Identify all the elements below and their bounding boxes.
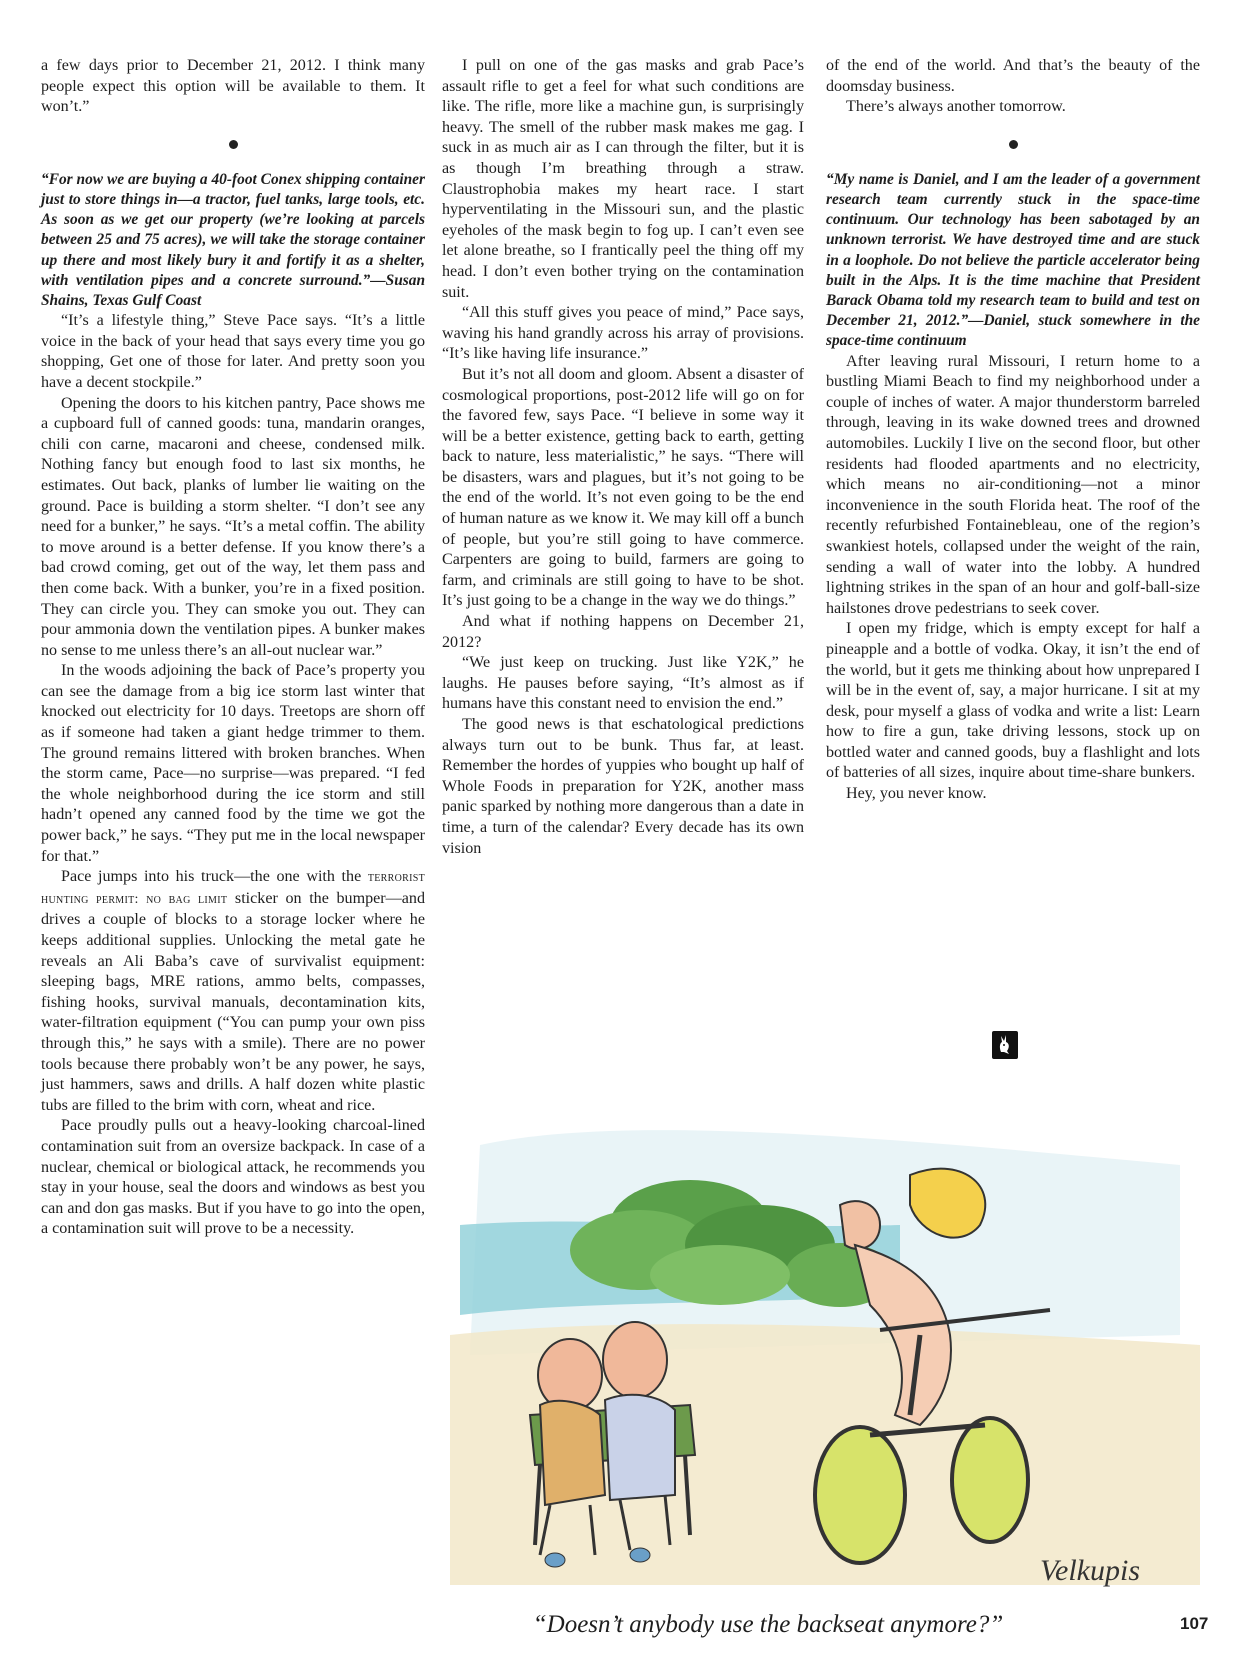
reader-quote: “My name is Daniel, and I am the leader of a government research team currently stuck in the space-time continuum. Our technology has been sabotaged by an unknown terrorist. We have destroyed time and are stuck in a loophole. Do not believe the particle accelerator being built in the Alps. It is the time machine that President Barack Obama told my research team to build and test on December 21, 2012.”—Daniel, stuck somewhere in the space-time continuum [826,170,1200,350]
article-column-3 [826,56,1200,805]
cartoon-illustration [440,1075,1210,1600]
section-bullet-icon [229,140,238,149]
paragraph-text: sticker on the bumper—and drives a couple of blocks to a storage locker where he keeps additional supplies. Unlocking the metal gate he reveals an Ali Baba’s cave of survivalist equipment: sleeping bags, MRE rations, ammo belts, compasses, fishing hooks, survival manuals, decontamination kits, water-filtration equipment (“You can pump your own piss through this,” he says with a smile). There are no power tools because there probably won’t be any power, he says, just hammers, saws and drills. A half dozen white plastic tubs are filled to the brim with corn, wheat and rice. [41,889,425,1114]
paragraph: “We just keep on trucking. Just like Y2K,” he laughs. He pauses before saying, “It’s almost as if humans have this constant need to envision the end.” [442,654,804,713]
paragraph-continued: of the end of the world. And that’s the beauty of the doomsday business. [826,57,1200,95]
end-mark [992,1031,1018,1064]
article-column-1 [41,56,425,1240]
paragraph: The good news is that eschatological predictions always turn out to be bunk. Thus far, at least. Remember the hordes of yuppies who bought up half of Whole Foods in preparation for Y2K, another mass panic sparked by nothing more dangerous than a date in time, a turn of the calendar? Every decade has its own vision [442,716,804,857]
bumper-sticker-text: terrorist hunting permit: no bag limit [41,870,425,907]
paragraph: After leaving rural Missouri, I return home to a bustling Miami Beach to find my neighborhood under a couple of inches of water. A major thunderstorm barreled through, leaving in its wake downed trees and drowned automobiles. Luckily I live on the second floor, but other residents had flooded apartments and no electricity, which means no air-conditioning—not a minor inconvenience in the south Florida heat. The roof of the recently refurbished Fontainebleau, one of the region’s swankiest hotels, collapsed under the weight of the rain, sending a wall of water into the lobby. A hundred lightning strikes in the span of an hour and golf-ball-size hailstones drove pedestrians to seek cover. [826,352,1200,617]
reader-quote: “For now we are buying a 40-foot Conex shipping container just to store things in—a tractor, fuel tanks, large tools, etc. As soon as we get our property (we’re looking at parcels between 25 and 75 acres), we will take the storage container up there and most likely bury it and fortify it as a shelter, with ventilation pipes and a concrete surround.”—Susan Shains, Texas Gulf Coast [41,170,425,309]
paragraph: “It’s a lifestyle thing,” Steve Pace says. “It’s a little voice in the back of your head that says every time you go shopping, Get one of those for later. And pretty soon you have a decent stockpile.” [41,312,425,391]
paragraph: There’s always another tomorrow. [846,98,1066,116]
paragraph: But it’s not all doom and gloom. Absent a disaster of cosmological proportions, post-2012 life will go on for the favored few, says Pace. “I believe in some way it will be a better existence, getting back to earth, getting back to nature, less materialistic,” he says. “There will be disasters, wars and plagues, but it’s not going to be the end of the world. It’s not even going to be the end of human nature as we know it. We may kill off a bunch of people, but you’re still going to have commerce. Carpenters are going to build, farmers are going to farm, and criminals are still going to have to be shot. It’s just going to be a change in the way we do things.” [442,365,804,610]
article-column-2 [442,56,804,859]
page-number: 107 [1180,1614,1209,1633]
rabbit-head-icon [992,1031,1018,1059]
paragraph-text: Pace jumps into his truck—the one with the [61,868,368,886]
artist-signature: Velkupis [1040,1554,1140,1587]
paragraph: Opening the doors to his kitchen pantry, Pace shows me a cupboard full of canned goods: tuna, mandarin oranges, chili con carne, macaroni and cheese, condensed milk. Nothing fancy but enough food to last six months, he estimates. Out back, planks of lumber lie waiting on the ground. Pace is building a storm shelter. “I don’t see any need for a bunker,” he says. “It’s a metal coffin. The ability to move around is a better defense. If you know there’s a bad crowd coming, get out of the way, let them pass and then come back. With a bunker, you’re in a fixed position. They can circle you. They can smoke you out. They can pour ammonia down the ventilation pipes. A bunker makes no sense to me unless there’s an all-out nuclear war.” [41,394,425,659]
cartoon-caption: “Doesn’t anybody use the backseat anymore?” [532,1611,1004,1638]
paragraph: In the woods adjoining the back of Pace’s property you can see the damage from a big ice storm last winter that knocked out electricity for 10 days. Treetops are shorn off as if someone had taken a giant hedge trimmer to them. The ground remains littered with broken branches. When the storm came, Pace—no surprise—was prepared. “I fed the whole neighborhood during the ice storm and still hadn’t opened any canned food by the time we got the power back,” he says. “They put me in the local newspaper for that.” [41,662,425,865]
paragraph: I open my fridge, which is empty except for half a pineapple and a bottle of vodka. Okay, it isn’t the end of the world, but it gets me thinking about how unprepared I will be in the event of, say, a major hurricane. I sit at my desk, pour myself a glass of vodka and write a list: Learn how to fire a gun, take driving lessons, stock up on bottled water and canned goods, buy a flashlight and lots of batteries of all sizes, inquire about time-share bunkers. [826,620,1200,782]
paragraph: Pace proudly pulls out a heavy-looking charcoal-lined contamination suit from an oversize backpack. In case of a nuclear, chemical or biological attack, he recommends you stay in your house, seal the doors and windows as best you can and don gas masks. But if you have to go into the open, a contamination suit will prove to be a necessity. [41,1117,425,1238]
paragraph-continued: a few days prior to December 21, 2012. I think many people expect this option will be available to them. It won’t.” [41,57,425,116]
paragraph: And what if nothing happens on December 21, 2012? [442,613,804,651]
paragraph: Hey, you never know. [846,785,987,803]
section-bullet-icon [1009,140,1018,149]
paragraph: I pull on one of the gas masks and grab Pace’s assault rifle to get a feel for what such conditions are like. The rifle, more like a machine gun, is surprisingly heavy. The smell of the rubber mask makes me gag. I suck in as much air as I can through the filter, but it is as though I’m breathing through a straw. Claustrophobia makes my heart race. I start hyperventilating in the Missouri sun, and the plastic eyeholes of the mask begin to fog up. I can’t even see let alone breathe, so I frantically peel the thing off my head. I don’t even bother trying on the contamination suit. [442,57,804,301]
paragraph: “All this stuff gives you peace of mind,” Pace says, waving his hand grandly across his array of provisions. “It’s like having life insurance.” [442,304,804,363]
paragraph [41,867,425,1116]
